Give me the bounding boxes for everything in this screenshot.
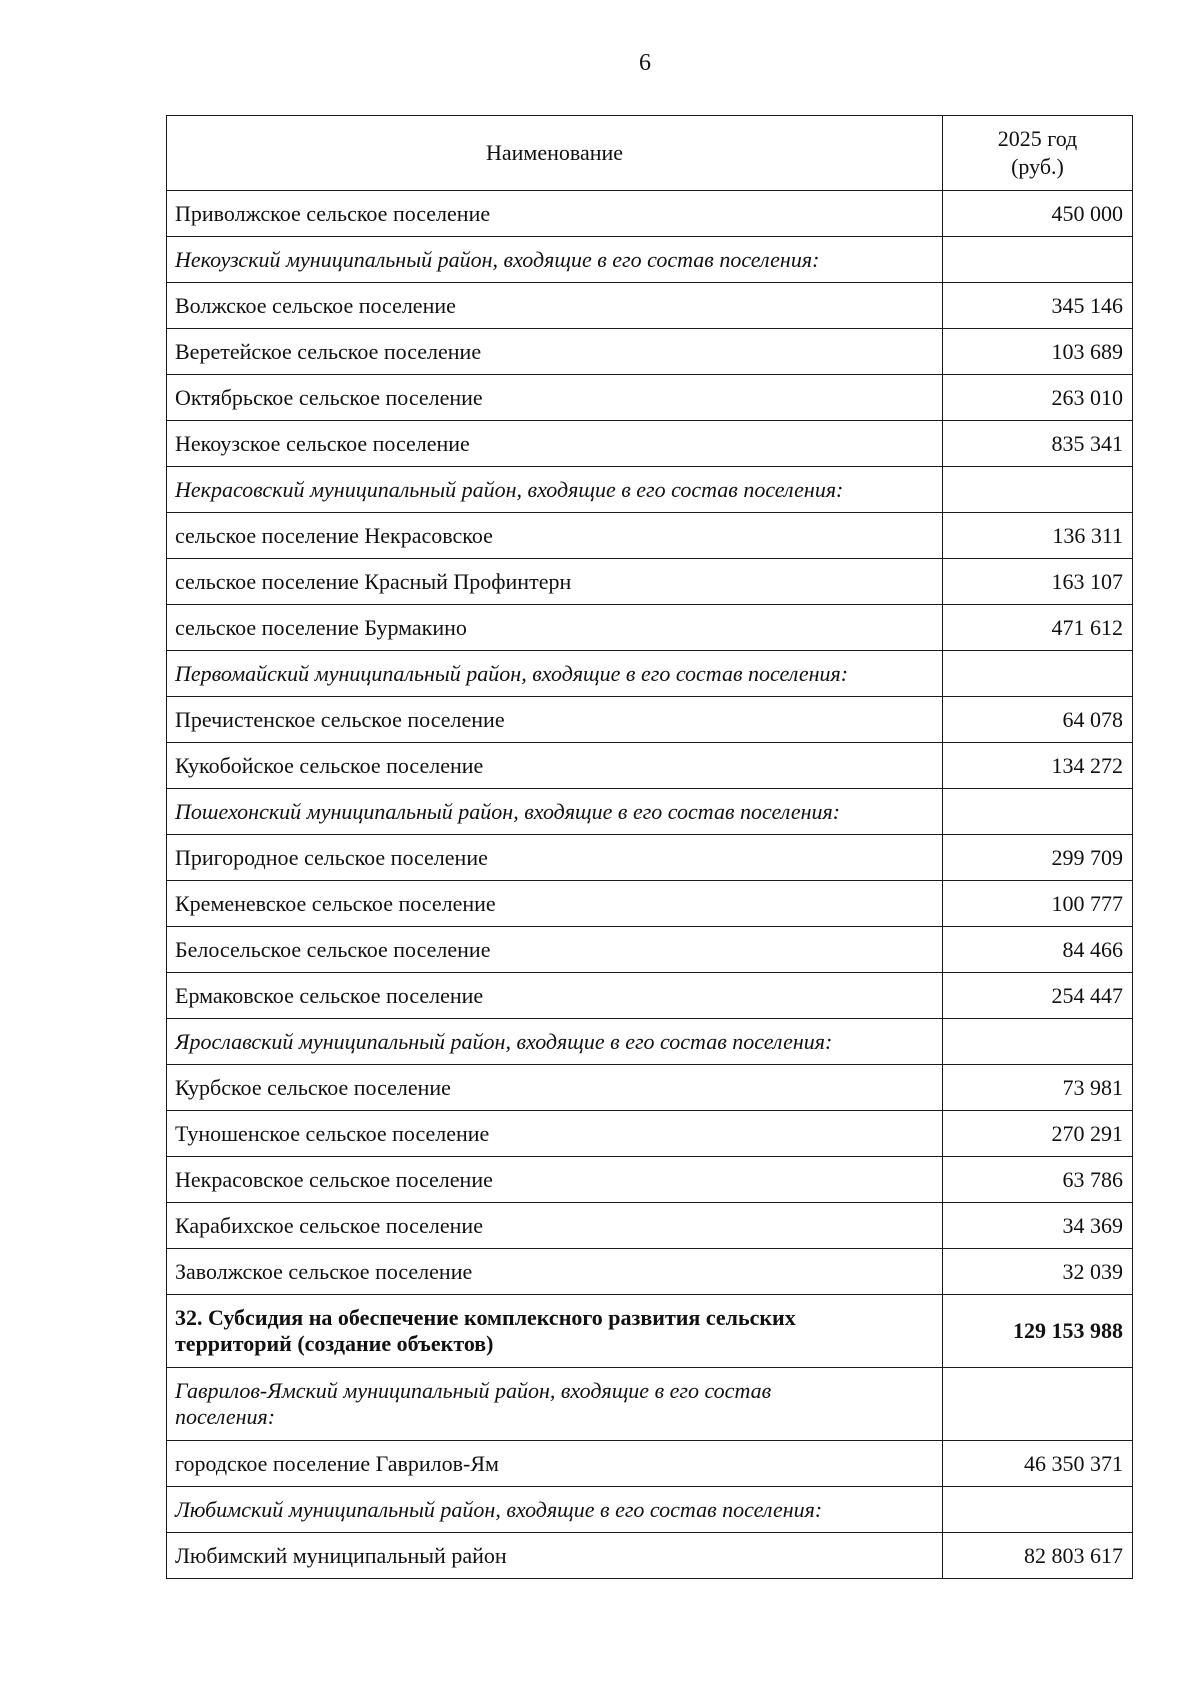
table-row bbox=[167, 1533, 1133, 1579]
row-value: 134 272 bbox=[943, 743, 1133, 789]
row-name: Волжское сельское поселение bbox=[167, 283, 943, 329]
row-name: Пречистенское сельское поселение bbox=[167, 697, 943, 743]
row-name: Ермаковское сельское поселение bbox=[167, 973, 943, 1019]
row-name: Ярославский муниципальный район, входящие в его состав поселения: bbox=[167, 1019, 943, 1065]
row-value: 46 350 371 bbox=[943, 1441, 1133, 1487]
row-name: городское поселение Гаврилов-Ям bbox=[167, 1441, 943, 1487]
row-value: 270 291 bbox=[943, 1111, 1133, 1157]
row-value: 299 709 bbox=[943, 835, 1133, 881]
row-value bbox=[943, 467, 1133, 513]
table-row bbox=[167, 559, 1133, 605]
district-row bbox=[167, 1487, 1133, 1533]
table-row bbox=[167, 927, 1133, 973]
row-name: Октябрьское сельское поселение bbox=[167, 375, 943, 421]
header-year bbox=[943, 116, 1133, 191]
row-name: Пригородное сельское поселение bbox=[167, 835, 943, 881]
row-value: 64 078 bbox=[943, 697, 1133, 743]
table-row bbox=[167, 375, 1133, 421]
row-name: Некрасовский муниципальный район, входящие в его состав поселения: bbox=[167, 467, 943, 513]
row-name: Любимский муниципальный район, входящие в его состав поселения: bbox=[167, 1487, 943, 1533]
table-row bbox=[167, 283, 1133, 329]
table-row bbox=[167, 329, 1133, 375]
row-value: 32 039 bbox=[943, 1249, 1133, 1295]
table-row bbox=[167, 1249, 1133, 1295]
row-value: 263 010 bbox=[943, 375, 1133, 421]
table-row bbox=[167, 513, 1133, 559]
row-name: Карабихское сельское поселение bbox=[167, 1203, 943, 1249]
row-value: 136 311 bbox=[943, 513, 1133, 559]
section-row bbox=[167, 1295, 1133, 1368]
row-value: 345 146 bbox=[943, 283, 1133, 329]
district-row bbox=[167, 467, 1133, 513]
budget-table bbox=[166, 115, 1133, 1579]
row-name-line1: Гаврилов-Ямский муниципальный район, входящие в его состав bbox=[175, 1378, 772, 1403]
district-row bbox=[167, 789, 1133, 835]
table-row bbox=[167, 1441, 1133, 1487]
row-value bbox=[943, 1368, 1133, 1441]
row-name: Туношенское сельское поселение bbox=[167, 1111, 943, 1157]
row-value: 471 612 bbox=[943, 605, 1133, 651]
row-value: 34 369 bbox=[943, 1203, 1133, 1249]
row-value: 63 786 bbox=[943, 1157, 1133, 1203]
row-name: Пошехонский муниципальный район, входящие в его состав поселения: bbox=[167, 789, 943, 835]
row-name: сельское поселение Некрасовское bbox=[167, 513, 943, 559]
row-value bbox=[943, 1487, 1133, 1533]
page-number: 6 bbox=[639, 50, 651, 76]
row-name: Кременевское сельское поселение bbox=[167, 881, 943, 927]
row-name: Некрасовское сельское поселение bbox=[167, 1157, 943, 1203]
row-name: Белосельское сельское поселение bbox=[167, 927, 943, 973]
table-row bbox=[167, 1157, 1133, 1203]
table-row bbox=[167, 973, 1133, 1019]
row-name-line2: поселения: bbox=[175, 1404, 276, 1429]
table-row bbox=[167, 697, 1133, 743]
row-name: Приволжское сельское поселение bbox=[167, 191, 943, 237]
row-name: Любимский муниципальный район bbox=[167, 1533, 943, 1579]
row-value: 163 107 bbox=[943, 559, 1133, 605]
table-row bbox=[167, 881, 1133, 927]
row-value bbox=[943, 651, 1133, 697]
table-row bbox=[167, 1065, 1133, 1111]
row-value: 254 447 bbox=[943, 973, 1133, 1019]
header-year-line1: 2025 год bbox=[997, 126, 1078, 151]
table-row bbox=[167, 421, 1133, 467]
table-row bbox=[167, 835, 1133, 881]
table-row bbox=[167, 1111, 1133, 1157]
table-row bbox=[167, 1203, 1133, 1249]
table-row bbox=[167, 743, 1133, 789]
row-value bbox=[943, 237, 1133, 283]
row-name: Курбское сельское поселение bbox=[167, 1065, 943, 1111]
row-value: 103 689 bbox=[943, 329, 1133, 375]
row-value: 82 803 617 bbox=[943, 1533, 1133, 1579]
row-value bbox=[943, 789, 1133, 835]
district-row bbox=[167, 1368, 1133, 1441]
row-value: 100 777 bbox=[943, 881, 1133, 927]
row-value: 73 981 bbox=[943, 1065, 1133, 1111]
row-value: 84 466 bbox=[943, 927, 1133, 973]
row-value: 450 000 bbox=[943, 191, 1133, 237]
row-name: сельское поселение Красный Профинтерн bbox=[167, 559, 943, 605]
district-row bbox=[167, 651, 1133, 697]
row-name: сельское поселение Бурмакино bbox=[167, 605, 943, 651]
row-value: 835 341 bbox=[943, 421, 1133, 467]
row-name: Кукобойское сельское поселение bbox=[167, 743, 943, 789]
table-header-row bbox=[167, 116, 1133, 191]
section-total: 129 153 988 bbox=[943, 1295, 1133, 1368]
row-name: Веретейское сельское поселение bbox=[167, 329, 943, 375]
table-row bbox=[167, 605, 1133, 651]
header-year-line2: (руб.) bbox=[1011, 154, 1064, 179]
row-name: Некоузское сельское поселение bbox=[167, 421, 943, 467]
row-name bbox=[167, 1368, 943, 1441]
table-row bbox=[167, 191, 1133, 237]
section-title-line2: территорий (создание объектов) bbox=[175, 1331, 494, 1356]
section-title bbox=[167, 1295, 943, 1368]
row-name: Первомайский муниципальный район, входящие в его состав поселения: bbox=[167, 651, 943, 697]
row-value bbox=[943, 1019, 1133, 1065]
row-name: Некоузский муниципальный район, входящие в его состав поселения: bbox=[167, 237, 943, 283]
row-name: Заволжское сельское поселение bbox=[167, 1249, 943, 1295]
section-title-line1: 32. Субсидия на обеспечение комплексного развития сельских bbox=[175, 1305, 796, 1330]
district-row bbox=[167, 237, 1133, 283]
district-row bbox=[167, 1019, 1133, 1065]
header-name: Наименование bbox=[167, 116, 943, 191]
